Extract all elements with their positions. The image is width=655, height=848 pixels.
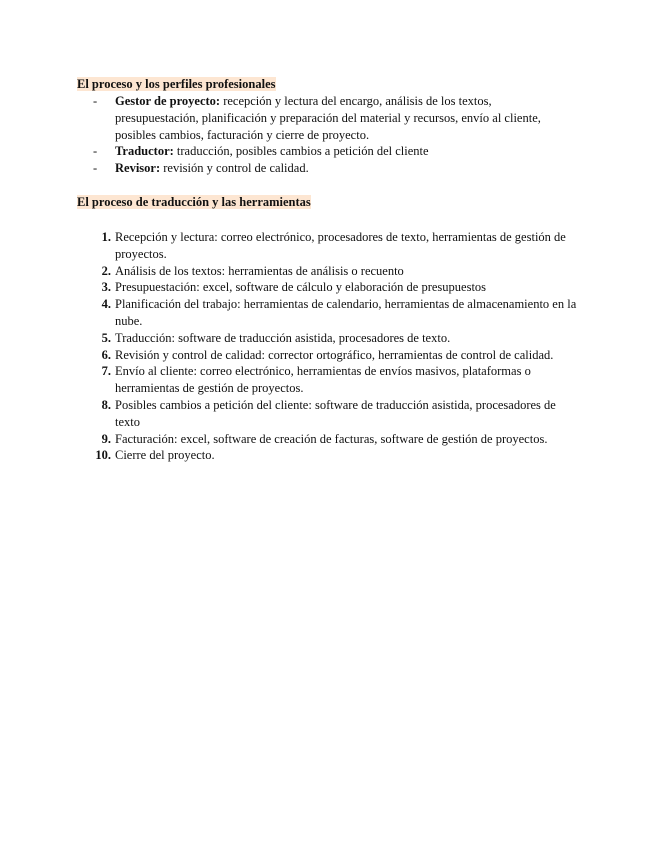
- step-text: Planificación del trabajo: herramientas de calendario, herramientas de almacenamiento en la nube.: [115, 297, 577, 328]
- list-item: [93, 160, 563, 177]
- list-item: [93, 431, 583, 448]
- section-heading-profiles: [77, 76, 278, 93]
- dash-marker: -: [93, 161, 98, 176]
- dash-marker: -: [93, 94, 98, 108]
- step-number: 10.: [95, 448, 111, 463]
- step-text: Recepción y lectura: correo electrónico, procesadores de texto, herramientas de gestión de proyectos.: [115, 230, 566, 261]
- list-item: [93, 229, 583, 263]
- heading-text: El proceso de traducción y las herramientas: [77, 195, 311, 209]
- role-label: Gestor de proyecto:: [115, 94, 221, 108]
- list-item: [93, 279, 583, 296]
- list-item: [93, 143, 563, 160]
- step-text: Traducción: software de traducción asistida, procesadores de texto.: [115, 330, 451, 345]
- list-item: [93, 363, 583, 397]
- dash-marker: -: [93, 144, 98, 159]
- step-text: Presupuestación: excel, software de cálculo y elaboración de presupuestos: [115, 280, 487, 295]
- list-item: [93, 93, 563, 143]
- step-number: 1.: [101, 230, 111, 244]
- step-text: Facturación: excel, software de creación de facturas, software de gestión de proyectos.: [115, 431, 548, 446]
- step-text: Cierre del proyecto.: [115, 448, 215, 463]
- step-number: 2.: [101, 263, 111, 278]
- list-item: [93, 447, 583, 464]
- section-heading-tools: [77, 194, 313, 211]
- role-description: revisión y control de calidad.: [160, 161, 309, 176]
- list-item: [93, 330, 583, 347]
- step-text: Revisión y control de calidad: corrector ortográfico, herramientas de control de calidad.: [115, 347, 554, 362]
- step-number: 5.: [101, 330, 111, 345]
- heading-text: El proceso y los perfiles profesionales: [77, 77, 276, 91]
- step-number: 6.: [101, 347, 111, 362]
- role-description: recepción y lectura del encargo, análisis de los textos, presupuestación, planificación y preparación del material y recursos, envío al cliente, posibles cambios, facturación y cierre de proyecto.: [115, 94, 541, 142]
- list-item: [93, 263, 583, 280]
- step-number: 7.: [101, 364, 111, 379]
- list-item: [93, 347, 583, 364]
- role-label: Revisor:: [115, 161, 161, 176]
- step-number: 8.: [101, 397, 111, 412]
- profiles-list: [93, 93, 563, 177]
- step-text: Posibles cambios a petición del cliente: software de traducción asistida, procesadores de texto: [115, 397, 556, 429]
- role-label: Traductor:: [115, 144, 174, 159]
- role-description: traducción, posibles cambios a petición del cliente: [173, 144, 429, 159]
- step-number: 4.: [101, 297, 111, 312]
- list-item: [93, 397, 583, 431]
- step-number: 3.: [101, 280, 111, 295]
- step-number: 9.: [101, 431, 111, 446]
- process-steps-list: [93, 229, 583, 464]
- step-text: Análisis de los textos: herramientas de análisis o recuento: [115, 263, 404, 278]
- list-item: [93, 296, 583, 330]
- step-text: Envío al cliente: correo electrónico, herramientas de envíos masivos, plataformas o herramientas de gestión de proyectos.: [115, 364, 531, 396]
